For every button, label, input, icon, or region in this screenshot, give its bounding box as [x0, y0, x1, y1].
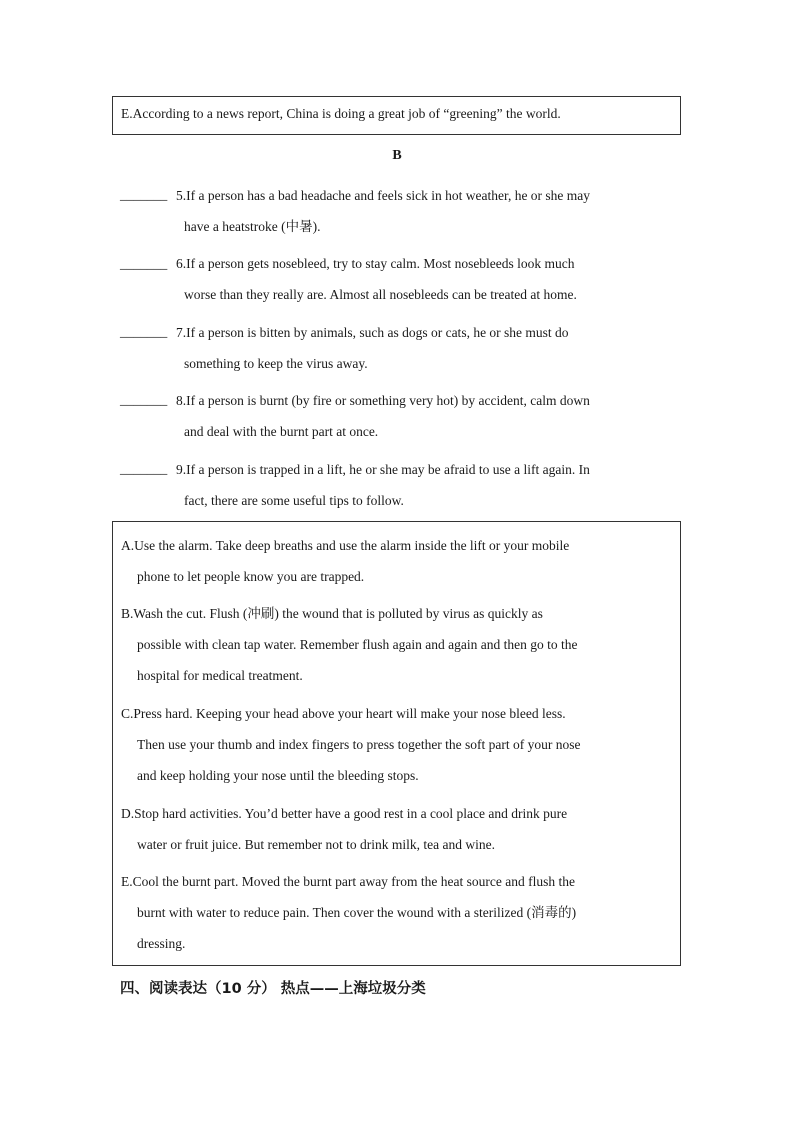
- section-b-title: B: [392, 148, 402, 163]
- question-6-line2: worse than they really are. Almost all nosebleeds can be treated at home.: [184, 287, 577, 302]
- option-e-text: E.According to a news report, China is doing a great job of “greening” the world.: [121, 106, 561, 121]
- option-b-line2: possible with clean tap water. Remember flush again and again and then go to the: [137, 637, 578, 652]
- question-8: [176, 385, 673, 447]
- option-e-line1: E.Cool the burnt part. Moved the burnt part away from the heat source and flush the: [121, 874, 575, 889]
- question-7-line2: something to keep the virus away.: [184, 356, 368, 371]
- option-a-line2: phone to let people know you are trapped.: [137, 569, 365, 584]
- option-d: [121, 798, 671, 860]
- section-4-heading: 四、阅读表达（10 分） 热点——上海垃圾分类: [120, 981, 426, 997]
- option-a: [121, 530, 671, 592]
- option-c: [121, 698, 671, 791]
- question-8-line1: 8.If a person is burnt (by fire or something very hot) by accident, calm down: [176, 393, 590, 408]
- option-e-line2: burnt with water to reduce pain. Then cover the wound with a sterilized (消毒的): [137, 905, 577, 920]
- option-e-line3: dressing.: [137, 936, 186, 951]
- answer-blank-8[interactable]: _______: [120, 392, 168, 407]
- question-8-line2: and deal with the burnt part at once.: [184, 424, 379, 439]
- option-e-box: [112, 96, 681, 135]
- option-c-line3: and keep holding your nose until the bleeding stops.: [137, 768, 419, 783]
- question-5: [176, 180, 673, 242]
- option-d-line1: D.Stop hard activities. You’d better have a good rest in a cool place and drink pure: [121, 806, 568, 821]
- option-b-line3: hospital for medical treatment.: [137, 668, 303, 683]
- answer-blank-5[interactable]: _______: [120, 187, 168, 202]
- question-6: [176, 248, 673, 310]
- option-b-line1: B.Wash the cut. Flush (冲刷) the wound that is polluted by virus as quickly as: [121, 606, 543, 621]
- question-6-line1: 6.If a person gets nosebleed, try to stay calm. Most nosebleeds look much: [176, 256, 575, 271]
- question-7-line1: 7.If a person is bitten by animals, such as dogs or cats, he or she must do: [176, 325, 569, 340]
- question-5-line2: have a heatstroke (中暑).: [184, 219, 321, 234]
- option-d-line2: water or fruit juice. But remember not to drink milk, tea and wine.: [137, 837, 496, 852]
- question-9-line2: fact, there are some useful tips to follow.: [184, 493, 404, 508]
- option-c-line2: Then use your thumb and index fingers to press together the soft part of your nose: [137, 737, 581, 752]
- option-c-line1: C.Press hard. Keeping your head above your heart will make your nose bleed less.: [121, 706, 566, 721]
- question-7: [176, 317, 673, 379]
- option-a-line1: A.Use the alarm. Take deep breaths and use the alarm inside the lift or your mobile: [121, 538, 570, 553]
- option-b: [121, 598, 671, 691]
- question-9: [176, 454, 673, 516]
- answer-blank-6[interactable]: _______: [120, 256, 168, 271]
- answer-blank-7[interactable]: _______: [120, 324, 168, 339]
- question-5-line1: 5.If a person has a bad headache and feels sick in hot weather, he or she may: [176, 188, 591, 203]
- question-9-line1: 9.If a person is trapped in a lift, he or she may be afraid to use a lift again. In: [176, 462, 590, 477]
- option-e: [121, 866, 671, 959]
- options-box: [112, 521, 681, 966]
- answer-blank-9[interactable]: _______: [120, 461, 168, 476]
